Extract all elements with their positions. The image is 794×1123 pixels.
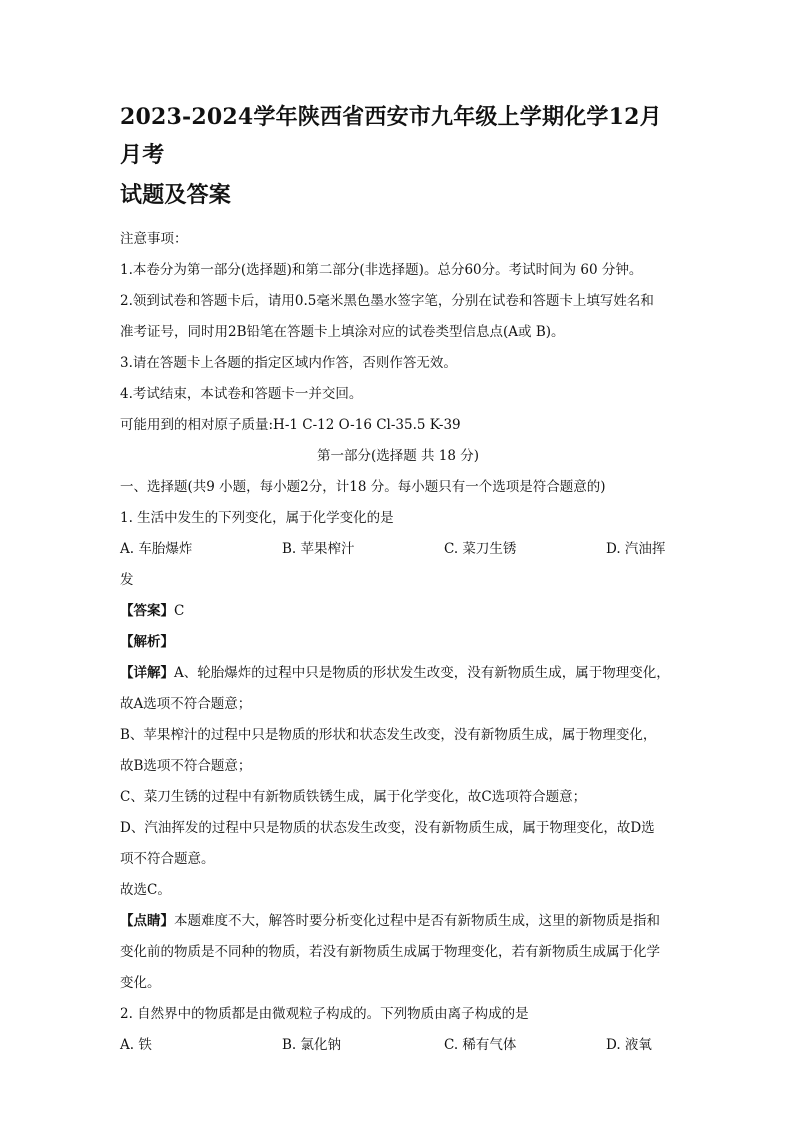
q1-option-a: A. 车胎爆炸 xyxy=(120,541,193,557)
atomic-masses: 可能用到的相对原子质量:H-1 C-12 O-16 Cl-35.5 K-39 xyxy=(120,417,461,433)
q1-option-d: D. 汽油挥 xyxy=(606,541,666,557)
analysis-tag: 【解析】 xyxy=(120,634,174,650)
q1-option-d-wrap: 发 xyxy=(120,572,134,588)
notice-item-2: 2.领到试卷和答题卡后，请用0.5毫米黑色墨水签字笔，分别在试卷和答题卡上填写姓名和 xyxy=(120,293,654,309)
q1-answer-value: C xyxy=(174,603,185,619)
q1-option-b: B. 苹果榨汁 xyxy=(282,541,355,557)
q2-stem: 2. 自然界中的物质都是由微观粒子构成的。下列物质由离子构成的是 xyxy=(120,1006,529,1022)
q1-comment-line-1 xyxy=(120,906,676,937)
q1-detail-line-8: 故选C。 xyxy=(120,882,171,898)
q1-answer xyxy=(120,596,676,627)
q2-option-c: C. 稀有气体 xyxy=(444,1037,517,1053)
q1-detail-line-3: B、苹果榨汁的过程中只是物质的形状和状态发生改变，没有新物质生成，属于物理变化， xyxy=(120,727,657,743)
q2-option-d: D. 液氧 xyxy=(606,1037,652,1053)
q1-stem: 1. 生活中发生的下列变化，属于化学变化的是 xyxy=(120,510,394,526)
q2-option-b: B. 氯化钠 xyxy=(282,1037,342,1053)
notice-item-4: 4.考试结束，本试卷和答题卡一并交回。 xyxy=(120,386,363,402)
notice-item-3: 3.请在答题卡上各题的指定区域内作答，否则作答无效。 xyxy=(120,355,457,371)
q1-comment-line-2: 变化前的物质是不同种的物质，若没有新物质生成属于物理变化，若有新物质生成属于化学 xyxy=(120,944,660,960)
notice-item-1: 1.本卷分为第一部分(选择题)和第二部分(非选择题)。总分60分。考试时间为 60 分钟。 xyxy=(120,262,643,278)
comment-tag: 【点睛】 xyxy=(120,913,174,929)
part1-heading: 第一部分(选择题 共 18 分) xyxy=(316,448,480,464)
q1-options xyxy=(120,534,676,565)
section1-heading: 一、选择题(共9 小题，每小题2分，计18 分。每小题只有一个选项是符合题意的) xyxy=(120,479,606,495)
q1-detail-line-5: C、菜刀生锈的过程中有新物质铁锈生成，属于化学变化，故C选项符合题意； xyxy=(120,789,587,805)
notice-item-2-cont: 准考证号，同时用2B铅笔在答题卡上填涂对应的试卷类型信息点(A或 B)。 xyxy=(120,324,565,340)
q1-detail-text-1: A、轮胎爆炸的过程中只是物质的形状发生改变，没有新物质生成，属于物理变化， xyxy=(174,665,670,681)
title-line-2: 试题及答案 xyxy=(120,182,232,208)
q1-option-c: C. 菜刀生锈 xyxy=(444,541,517,557)
q1-comment-text-1: 本题难度不大，解答时要分析变化过程中是否有新物质生成，这里的新物质是指和 xyxy=(174,913,660,929)
q2-options xyxy=(120,1030,676,1061)
document-title xyxy=(120,98,676,214)
q1-comment-line-3: 变化。 xyxy=(120,975,161,991)
q1-detail-line-2: 故A选项不符合题意； xyxy=(120,696,252,712)
answer-tag: 【答案】 xyxy=(120,603,174,619)
document-page xyxy=(120,98,676,1061)
title-line-1: 2023-2024学年陕西省西安市九年级上学期化学12月月考 xyxy=(120,104,662,168)
q2-option-a: A. 铁 xyxy=(120,1037,152,1053)
q1-detail-line-4: 故B选项不符合题意； xyxy=(120,758,252,774)
detail-tag: 【详解】 xyxy=(120,665,174,681)
q1-analysis xyxy=(120,627,676,658)
q1-detail-line-7: 项不符合题意。 xyxy=(120,851,215,867)
q1-detail-line-6: D、汽油挥发的过程中只是物质的状态发生改变，没有新物质生成，属于物理变化，故D选 xyxy=(120,820,655,836)
notice-heading: 注意事项： xyxy=(120,231,188,247)
q1-detail-line-1 xyxy=(120,658,676,689)
